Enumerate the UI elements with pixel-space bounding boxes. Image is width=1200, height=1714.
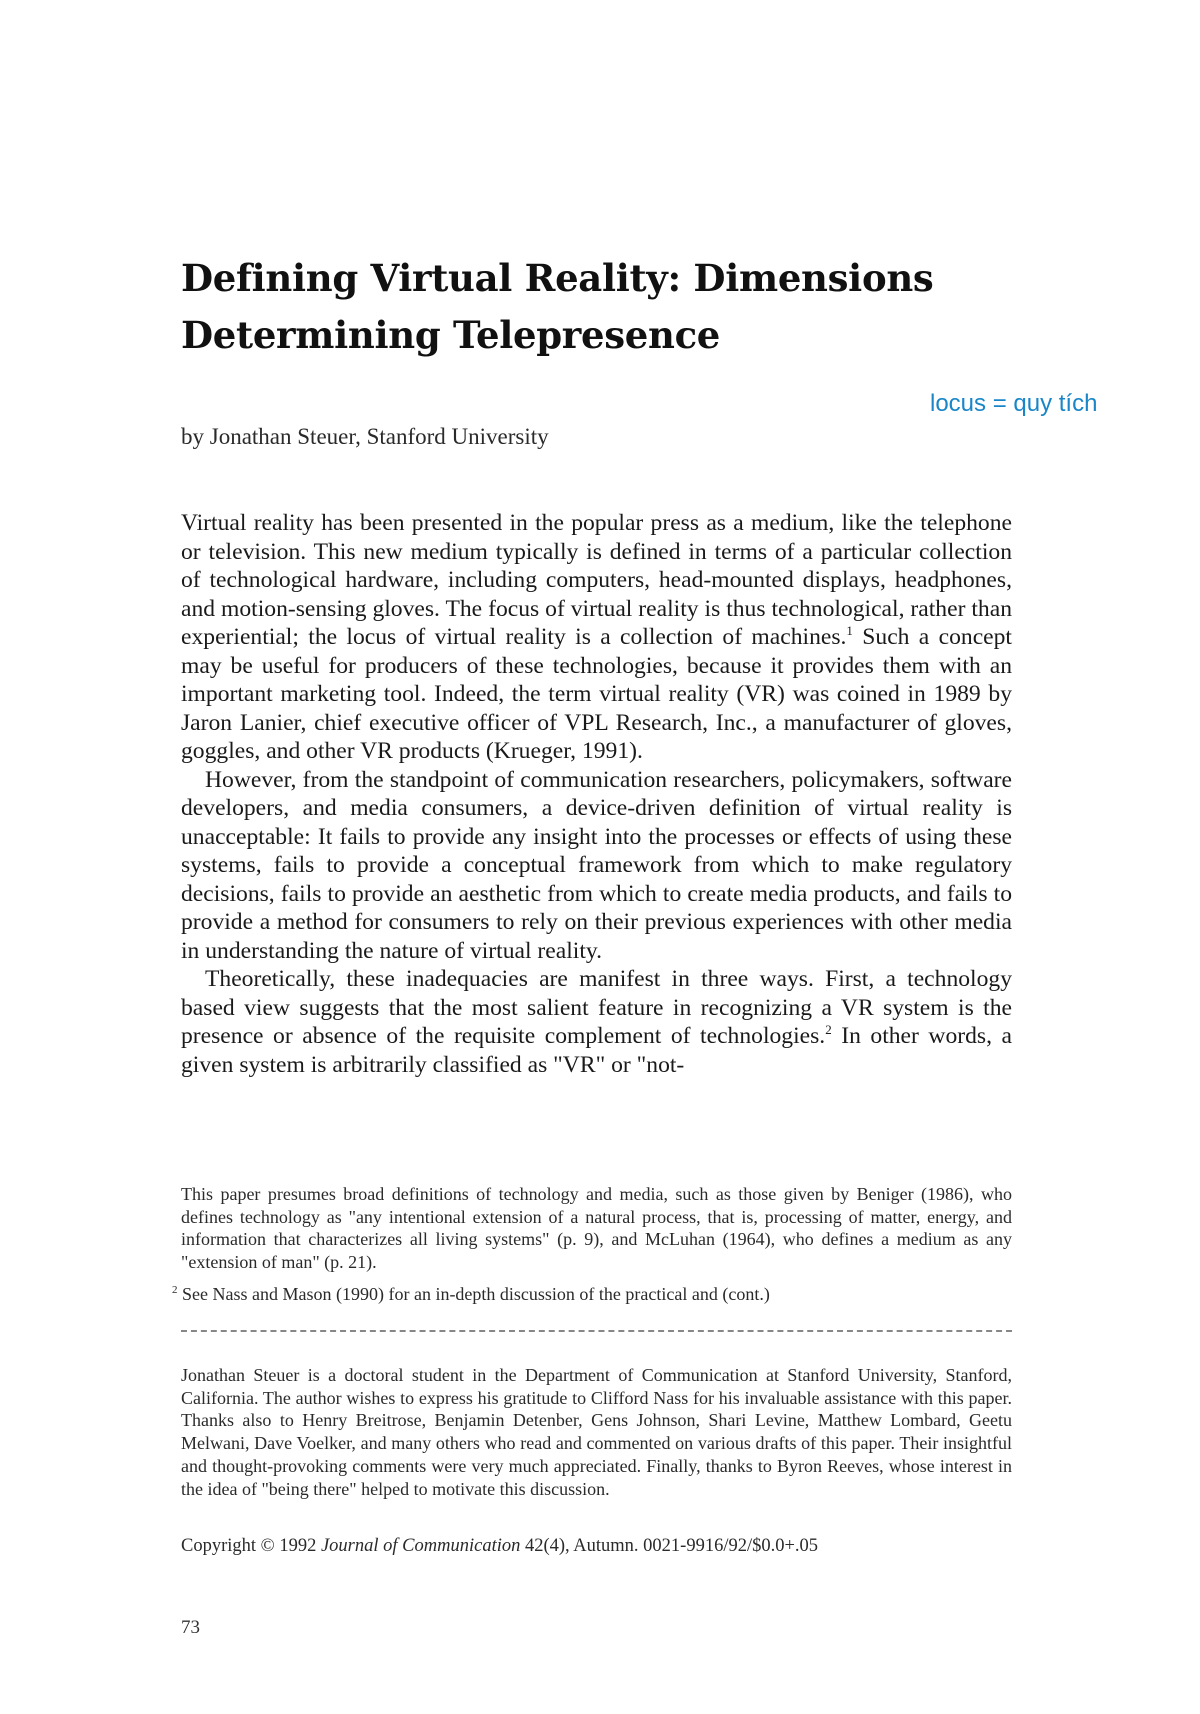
copyright-suffix: 42(4), Autumn. 0021-9916/92/$0.0+.05 (520, 1536, 819, 1556)
paragraph-3 (181, 965, 1012, 1079)
footnote-2-text: See Nass and Mason (1990) for an in-depth discussion of the practical and (cont.) (177, 1284, 770, 1304)
paragraph-1-text-b: Such a concept may be useful for producers of these technologies, because it provides them with an important marketing tool. Indeed, the term virtual reality (VR) was coined in 1989 by Jaron Lanier, chief executive officer of VPL Research, Inc., a manufacturer of gloves, goggles, and other VR products (Krueger, 1991). (181, 624, 1012, 764)
footnote-ref-2: 2 (825, 1022, 832, 1038)
paragraph-1 (181, 509, 1012, 766)
copyright-line (181, 1536, 818, 1557)
author-note (181, 1364, 1012, 1500)
paragraph-3-text-a: Theoretically, these inadequacies are manifest in three ways. First, a technology based view suggests that the most salient feature in recognizing a VR system is the presence or absence of the requisite complement of technologies. (181, 966, 1012, 1049)
paragraph-2: However, from the standpoint of communication researchers, policymakers, software developers, and media consumers, a device-driven definition of virtual reality is unacceptable: It fails to provide any insight into the processes or effects of using these systems, fails to provide a conceptual framework from which to make regulatory decisions, fails to provide an aesthetic from which to create media products, and fails to provide a method for consumers to rely on their previous experiences with other media in understanding the nature of virtual reality. (181, 766, 1012, 964)
article-title (181, 250, 1081, 364)
footnote-1: This paper presumes broad definitions of technology and media, such as those given by Beniger (1986), who defines technology as "any intentional extension of a natural process, that is, processing of matter, energy, and information that characterizes all living systems" (p. 9), and McLuhan (1964), who defines a medium as any "extension of man" (p. 21). (181, 1184, 1012, 1272)
footnotes (172, 1183, 1012, 1316)
author-byline: by Jonathan Steuer, Stanford University (181, 424, 549, 449)
separator-rule (181, 1330, 1012, 1332)
footnote-2-marker: 2 (172, 1284, 178, 1296)
article-title-line2: Determining Telepresence (181, 313, 721, 357)
body-text (181, 509, 1012, 1079)
handwritten-annotation: locus = quy tích (930, 390, 1098, 417)
paragraph-1-text-a: Virtual reality has been presented in the popular press as a medium, like the telephone or television. This new medium typically is defined in terms of a particular collection of technological hardware, including computers, head-mounted displays, headphones, and motion-sensing gloves. The focus of virtual reality is thus technological, rather than experiential; the locus of virtual reality is a collection of machines. (181, 510, 1012, 650)
page-number: 73 (181, 1617, 200, 1638)
author-note-text: Jonathan Steuer is a doctoral student in the Department of Communication at Stanford University, Stanford, California. The author wishes to express his gratitude to Clifford Nass for his invaluable assistance with this paper. Thanks also to Henry Breitrose, Benjamin Detenber, Gens Johnson, Shari Levine, Matthew Lombard, Geetu Melwani, Dave Voelker, and many others who read and commented on various drafts of this paper. Their insightful and thought-provoking comments were very much appreciated. Finally, thanks to Byron Reeves, whose interest in the idea of "being there" helped to motivate this discussion. (181, 1365, 1012, 1499)
footnote-2 (172, 1283, 1012, 1306)
paragraph-3-text-b: In other words, a given system is arbitrarily classified as "VR" or "not- (181, 1023, 1012, 1078)
article-title-line1: Defining Virtual Reality: Dimensions (181, 256, 934, 300)
copyright-prefix: Copyright © 1992 (181, 1536, 321, 1556)
journal-name: Journal of Communication (320, 1536, 521, 1556)
footnote-ref-1: 1 (846, 623, 853, 639)
